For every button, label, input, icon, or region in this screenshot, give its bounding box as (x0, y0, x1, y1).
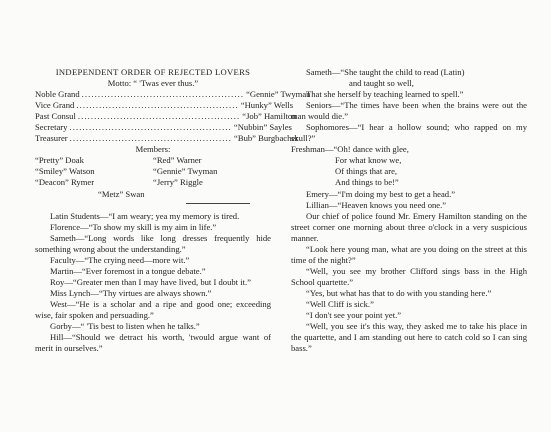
story-paragraph: “Yes, but what has that to do with you standing here.” (306, 287, 492, 298)
officer-row (35, 100, 294, 111)
officer-title: Secretary (35, 122, 68, 133)
quote: Florence—“To show my skill is my aim in life.” (50, 221, 217, 232)
section-divider (186, 203, 250, 204)
officer-row (35, 133, 299, 144)
officer-name: “Nubbin” Sayles (233, 122, 292, 133)
dot-leader: .................................................. (69, 133, 233, 144)
officer-row (35, 89, 311, 100)
member-name: “Smiley” Watson (35, 166, 95, 177)
member-list (35, 155, 271, 199)
member-name: “Metz” Swan (98, 188, 145, 199)
poem-line: For what know we, (335, 155, 402, 166)
police-story (291, 211, 527, 355)
quote: Seniors—“The times have been when the brains were out the man would die.” (291, 100, 527, 122)
quote: Freshman—“Oh! dance with glee, (291, 144, 409, 155)
officer-name: “Hunky” Wells (240, 100, 294, 111)
officer-row (35, 122, 292, 133)
quote: Miss Lynch—“Thy virtues are always shown.” (50, 287, 212, 298)
story-paragraph: Our chief of police found Mr. Emery Hamilton standing on the street corner one morning about three o'clock in a very suspicious manner. (291, 210, 527, 243)
story-paragraph: “Well, you see it's this way, they asked me to take his place in the quartette, and I am standing out here to catch cold so I can sing bass.” (291, 321, 527, 354)
poem (291, 155, 527, 188)
quote: Faculty—“The crying need—more wit.” (50, 254, 190, 265)
left-column (35, 67, 311, 354)
quote: Lillian—“Heaven knows you need one.” (306, 199, 447, 210)
members-title: Members: (135, 144, 171, 155)
officer-row (35, 111, 297, 122)
quote: Gorby—“ 'Tis best to listen when he talks.” (50, 321, 200, 332)
quote: Hill—“Should we detract his worth, 'twould argue want of merit in ourselves.” (35, 332, 271, 354)
quote: Sameth—“She taught the child to read (Latin) (306, 67, 465, 77)
dot-leader: .................................................. (76, 100, 239, 111)
officer-name: “Gennie” Twyman (246, 89, 311, 100)
story-paragraph: “Well Cliff is sick.” (306, 298, 374, 309)
poem-line: And things to be!” (335, 177, 399, 188)
member-name: “Jerry” Riggle (153, 177, 203, 188)
dot-leader: .................................................. (69, 122, 232, 133)
quote: Martin—“Ever foremost in a tongue debate.” (50, 265, 206, 276)
order-heading: INDEPENDENT ORDER OF REJECTED LOVERS (55, 67, 251, 77)
quote: Emery—“I'm doing my best to get a head.” (306, 188, 456, 199)
officer-title: Treasurer (35, 133, 68, 144)
quote-line: and taught so well, (349, 78, 414, 89)
quote-line: That she herself by teaching learned to spell.” (306, 89, 464, 100)
motto: Motto: “ 'Twas ever thus.” (107, 78, 199, 89)
dot-leader: .................................................. (77, 111, 241, 122)
quote: Sameth—“Long words like long dresses frequently hide something wrong about the understanding.” (35, 232, 271, 254)
quote: Sophomores—“I hear a hollow sound; who rapped on my skull?” (291, 122, 527, 144)
quote: Latin Students—“I am weary; yea my memory is tired. (50, 210, 240, 221)
story-paragraph: “Look here young man, what are you doing on the street at this time of the night?” (291, 243, 527, 265)
member-name: “Pretty” Doak (35, 155, 84, 166)
member-row (35, 155, 271, 166)
member-name: “Gennie” Twyman (153, 166, 218, 177)
officer-list (35, 89, 311, 144)
dot-leader: .................................................. (81, 89, 245, 100)
quotes-list (35, 211, 271, 355)
quote: Roy—“Greater men than I may have lived, but I doubt it.” (50, 276, 251, 287)
member-name: “Deacon” Rymer (35, 177, 95, 188)
officer-title: Past Consul (35, 111, 76, 122)
quote: West—“He is a scholar and a ripe and good one; exceeding wise, fair spoken and persuading.” (35, 298, 271, 320)
officer-name: “Job” Hamilton (242, 111, 297, 122)
officer-name: “Bub” Burgbacher (234, 133, 299, 144)
officer-title: Vice Grand (35, 100, 75, 111)
officer-title: Noble Grand (35, 89, 80, 100)
story-paragraph: “Well, you see my brother Clifford sings bass in the High School quartette.” (291, 265, 527, 287)
member-row (35, 177, 271, 188)
right-column (291, 67, 527, 354)
member-row (35, 166, 271, 177)
member-name: “Red” Warner (153, 155, 202, 166)
poem-line: Of things that are, (335, 166, 398, 177)
story-paragraph: “I don't see your point yet.” (306, 310, 402, 321)
